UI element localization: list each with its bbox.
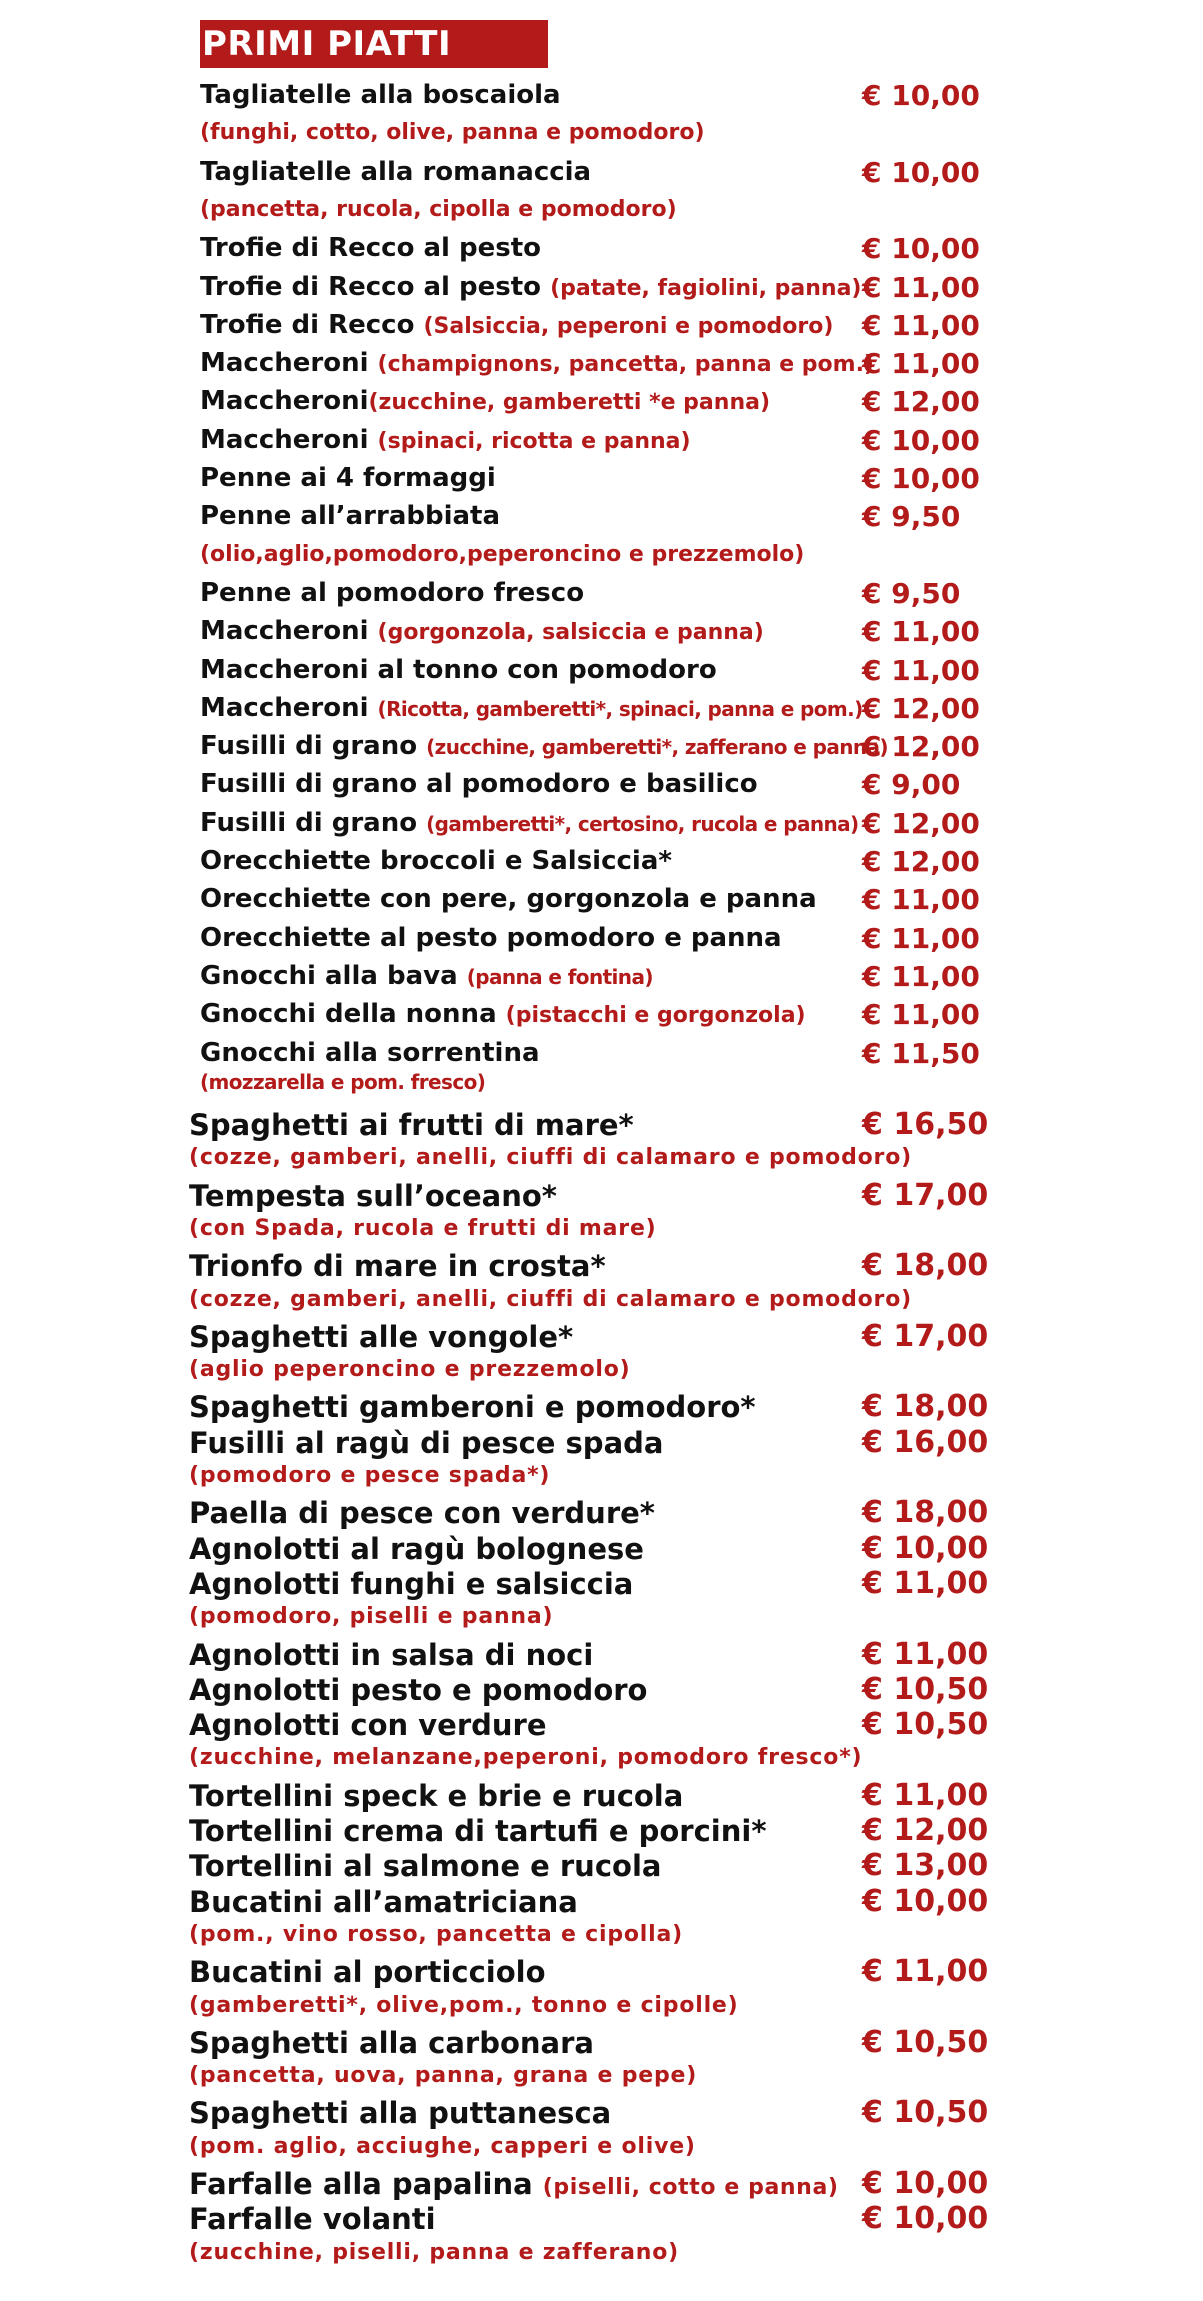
section-header-primi-piatti: PRIMI PIATTI xyxy=(200,20,548,68)
menu-item-name: Penne ai 4 formaggi xyxy=(200,463,496,493)
menu-item-price: € 13,00 xyxy=(862,1848,989,1884)
menu-item xyxy=(200,616,764,646)
menu-item-description: (olio,aglio,pomodoro,peperoncino e prezzemolo) xyxy=(200,541,805,567)
menu-item xyxy=(189,1673,647,1707)
menu-item-price: € 9,50 xyxy=(862,576,961,610)
menu-item-description: (pom. aglio, acciughe, capperi e olive) xyxy=(189,2133,696,2159)
menu-item-price: € 11,00 xyxy=(862,347,980,381)
menu-item-description: (mozzarella e pom. fresco) xyxy=(200,1069,486,1094)
menu-item-inline-description: (patate, fagiolini, panna) xyxy=(550,275,862,301)
menu-item xyxy=(200,731,888,761)
menu-item xyxy=(189,1567,633,1601)
menu-item xyxy=(189,2026,594,2060)
menu-item-name: Bucatini all’amatriciana xyxy=(189,1884,578,1919)
menu-item xyxy=(189,1532,644,1566)
menu-item-price: € 11,00 xyxy=(862,959,980,993)
menu-item-name: Agnolotti in salsa di noci xyxy=(189,1637,594,1672)
menu-item-name: Tagliatelle alla boscaiola xyxy=(200,80,561,110)
menu-item-price: € 11,00 xyxy=(862,1954,989,1990)
menu-item xyxy=(200,233,541,263)
menu-item-name: Fusilli di grano xyxy=(200,731,427,762)
menu-item-name: Spaghetti alla puttanesca xyxy=(189,2096,612,2131)
menu-item-description: (zucchine, melanzane,peperoni, pomodoro fresco*) xyxy=(189,1745,863,1771)
menu-item xyxy=(189,1885,578,1919)
menu-item-name: Gnocchi alla bava xyxy=(200,960,467,991)
menu-item-price: € 10,00 xyxy=(862,232,980,266)
menu-item xyxy=(200,425,691,455)
menu-item-name: Fusilli di grano al pomodoro e basilico xyxy=(200,769,758,800)
menu-item-price: € 11,00 xyxy=(862,270,980,304)
menu-item-inline-description: (gamberetti*, certosino, rucola e panna) xyxy=(426,811,859,836)
menu-item-price: € 10,00 xyxy=(862,79,980,112)
menu-item xyxy=(200,348,874,378)
menu-item xyxy=(189,1638,593,1672)
menu-item-price: € 12,00 xyxy=(862,806,980,840)
menu-item-name: Maccheroni xyxy=(200,692,378,723)
menu-item-price: € 11,00 xyxy=(862,653,980,687)
menu-item-price: € 16,00 xyxy=(862,1424,989,1460)
menu-item-name: Maccheroni al tonno con pomodoro xyxy=(200,654,717,685)
menu-item-price: € 11,00 xyxy=(862,1565,989,1601)
menu-item-price: € 12,00 xyxy=(862,1813,989,1848)
menu-item-description: (pancetta, uova, panna, grana e pepe) xyxy=(189,2063,698,2089)
menu-item-price: € 10,00 xyxy=(862,423,980,457)
menu-item-name: Tortellini speck e brie e rucola xyxy=(189,1778,684,1813)
menu-item-price: € 11,00 xyxy=(862,308,980,342)
menu-item xyxy=(200,999,806,1029)
menu-item-description: (pancetta, rucola, cipolla e pomodoro) xyxy=(200,196,677,222)
menu-item-price: € 10,50 xyxy=(862,2024,989,2060)
menu-item-price: € 10,00 xyxy=(862,2201,989,2237)
menu-item xyxy=(200,693,863,723)
menu-item xyxy=(189,1955,546,1989)
menu-item-price: € 12,00 xyxy=(862,845,980,878)
menu-item xyxy=(200,655,717,685)
menu-item xyxy=(189,2167,839,2201)
menu-item-name: Tortellini crema di tartufi e porcini* xyxy=(189,1814,767,1848)
menu-item-name: Spaghetti ai frutti di mare* xyxy=(189,1108,634,1142)
menu-item-inline-description: (panna e fontina) xyxy=(466,964,653,989)
menu-item-inline-description: (zucchine, gamberetti *e panna) xyxy=(368,390,770,416)
menu-item-name: Penne all’arrabbiata xyxy=(200,501,501,532)
menu-item-price: € 11,00 xyxy=(862,921,980,955)
menu-item-inline-description: (spinaci, ricotta e panna) xyxy=(377,428,691,454)
menu-item-name: Gnocchi della nonna xyxy=(200,999,506,1030)
menu-item-name: Bucatini al porticciolo xyxy=(189,1955,546,1990)
menu-item-price: € 11,00 xyxy=(862,1636,989,1672)
menu-item-name: Farfalle volanti xyxy=(189,2202,436,2237)
menu-item-price: € 11,00 xyxy=(862,1777,989,1813)
menu-item xyxy=(189,1390,756,1424)
menu-item-name: Agnolotti al ragù bolognese xyxy=(189,1531,644,1566)
menu-item-price: € 18,00 xyxy=(862,1495,989,1531)
menu-item xyxy=(200,272,861,302)
menu-item-price: € 10,50 xyxy=(862,2095,989,2131)
menu-item xyxy=(200,961,653,991)
menu-item-name: Tempesta sull’oceano* xyxy=(189,1178,557,1213)
menu-item-description: (zucchine, piselli, panna e zafferano) xyxy=(189,2239,679,2265)
menu-item-inline-description: (zucchine, gamberetti*, zafferano e panna) xyxy=(426,735,888,760)
menu-item xyxy=(200,80,561,110)
menu-item xyxy=(189,1320,573,1354)
menu-item-inline-description: (piselli, cotto e panna) xyxy=(542,2175,839,2200)
menu-item xyxy=(189,2202,436,2236)
menu-item-price: € 11,00 xyxy=(862,883,980,917)
menu-item-price: € 11,00 xyxy=(862,615,980,649)
menu-item-price: € 10,00 xyxy=(862,462,980,495)
menu-item-name: Maccheroni xyxy=(200,348,378,379)
menu-item-description: (funghi, cotto, olive, panna e pomodoro) xyxy=(200,120,705,146)
menu-item-description: (aglio peperoncino e prezzemolo) xyxy=(189,1357,631,1383)
menu-item-name: Spaghetti alle vongole* xyxy=(189,1319,574,1354)
menu-item-name: Orecchiette al pesto pomodoro e panna xyxy=(200,922,782,953)
menu-item-price: € 10,00 xyxy=(862,2166,989,2201)
menu-item-description: (pomodoro, piselli e panna) xyxy=(189,1604,554,1630)
menu-item-name: Trofie di Recco al pesto xyxy=(200,271,551,302)
menu-item-price: € 17,00 xyxy=(862,1177,989,1213)
menu-item-price: € 10,50 xyxy=(862,1671,989,1707)
menu-item xyxy=(189,1249,606,1283)
menu-item-name: Spaghetti gamberoni e pomodoro* xyxy=(189,1390,756,1425)
menu-item xyxy=(200,846,672,876)
menu-item-name: Agnolotti funghi e salsiccia xyxy=(189,1566,634,1601)
menu-item-description: (pom., vino rosso, pancetta e cipolla) xyxy=(189,1921,683,1947)
menu-item-price: € 17,00 xyxy=(862,1318,989,1354)
menu-item xyxy=(189,1814,767,1848)
menu-item-name: Trofie di Recco al pesto xyxy=(200,233,542,264)
menu-item xyxy=(189,1496,655,1530)
menu-item-price: € 11,00 xyxy=(862,998,980,1032)
menu-item-name: Fusilli di grano xyxy=(200,807,427,838)
menu-item-name: Orecchiette con pere, gorgonzola e panna xyxy=(200,884,817,915)
menu-item xyxy=(189,1779,683,1813)
menu-item-price: € 16,50 xyxy=(862,1107,989,1142)
menu-item xyxy=(189,1708,547,1742)
menu-item-name: Penne al pomodoro fresco xyxy=(200,577,585,608)
menu-item-name: Tagliatelle alla romanaccia xyxy=(200,156,592,187)
menu-item xyxy=(200,463,496,493)
menu-item-name: Maccheroni xyxy=(200,386,369,417)
menu-item-name: Maccheroni xyxy=(200,616,378,647)
menu-item-name: Paella di pesce con verdure* xyxy=(189,1496,655,1531)
menu-item-price: € 10,00 xyxy=(862,155,980,189)
menu-item xyxy=(200,310,833,340)
menu-item-description: (cozze, gamberi, anelli, ciuffi di calamaro e pomodoro) xyxy=(189,1286,912,1312)
menu-item-price: € 9,50 xyxy=(862,500,961,534)
menu-item xyxy=(200,578,584,608)
menu-item-description: (cozze, gamberi, anelli, ciuffi di calamaro e pomodoro) xyxy=(189,1145,912,1171)
menu-item-price: € 11,50 xyxy=(862,1036,980,1070)
menu-item xyxy=(200,1038,540,1068)
menu-item-price: € 9,00 xyxy=(862,768,961,802)
menu-item xyxy=(200,157,591,187)
menu-item xyxy=(200,884,817,914)
menu-item-name: Agnolotti con verdure xyxy=(189,1708,547,1743)
menu-item-inline-description: (Ricotta, gamberetti*, spinaci, panna e pom.) xyxy=(377,696,863,721)
menu-item-price: € 10,00 xyxy=(862,1530,989,1566)
menu-item xyxy=(189,2096,611,2130)
menu-item xyxy=(200,923,782,953)
menu-item-name: Gnocchi alla sorrentina xyxy=(200,1037,540,1068)
menu-item-price: € 10,50 xyxy=(862,1707,989,1743)
menu-item xyxy=(189,1108,634,1142)
menu-item-name: Tortellini al salmone e rucola xyxy=(189,1849,662,1884)
menu-item xyxy=(200,386,770,416)
menu-item-name: Fusilli al ragù di pesce spada xyxy=(189,1425,664,1460)
menu-item-inline-description: (Salsiccia, peperoni e pomodoro) xyxy=(423,313,834,339)
menu-item-description: (pomodoro e pesce spada*) xyxy=(189,1463,551,1488)
menu-item-name: Maccheroni xyxy=(200,424,378,455)
menu-item-name: Orecchiette broccoli e Salsiccia* xyxy=(200,846,672,876)
menu-item-name: Farfalle alla papalina xyxy=(189,2167,543,2201)
menu-item xyxy=(189,1426,663,1460)
menu-item-name: Trionfo di mare in crosta* xyxy=(189,1249,606,1284)
menu-item-price: € 18,00 xyxy=(862,1248,989,1284)
menu-item-price: € 18,00 xyxy=(862,1389,989,1425)
menu-item-inline-description: (gorgonzola, salsiccia e panna) xyxy=(377,620,764,646)
menu-item-price: € 12,00 xyxy=(862,691,980,725)
menu-item xyxy=(189,1179,557,1213)
menu-item-description: (con Spada, rucola e frutti di mare) xyxy=(189,1215,657,1241)
menu-item-price: € 12,00 xyxy=(862,385,980,419)
menu-item-description: (gamberetti*, olive,pom., tonno e cipolle) xyxy=(189,1992,739,2018)
menu-item-price: € 10,00 xyxy=(862,1883,989,1919)
menu-item-name: Trofie di Recco xyxy=(200,309,424,340)
menu-item-price: € 12,00 xyxy=(862,730,980,764)
menu-item-inline-description: (pistacchi e gorgonzola) xyxy=(505,1003,806,1029)
menu-item xyxy=(200,501,500,531)
menu-item-inline-description: (champignons, pancetta, panna e pom.) xyxy=(377,352,874,378)
menu-item-name: Agnolotti pesto e pomodoro xyxy=(189,1672,648,1707)
menu-item xyxy=(200,769,758,799)
menu-item-name: Spaghetti alla carbonara xyxy=(189,2025,594,2060)
menu-item xyxy=(189,1849,661,1883)
menu-item xyxy=(200,808,859,838)
